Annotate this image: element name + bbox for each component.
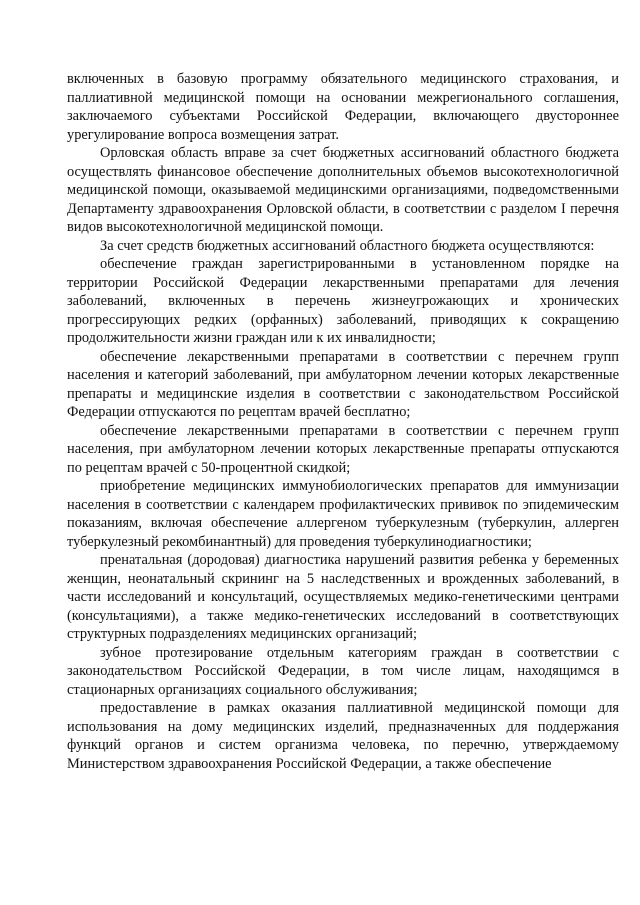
paragraph-discount-prescriptions: обеспечение лекарственными препаратами в соответствии с перечнем групп населения, при амбулаторном лечении которых лекарственные препараты отпускаются по рецептам врачей с 50-процентной скидкой; <box>67 422 619 476</box>
paragraph-dental-prosthetics: зубное протезирование отдельным категориям граждан в соответствии с законодательством Российской Федерации, в том числе лицам, находящимся в стационарных организациях социального обслуживания; <box>67 644 619 698</box>
paragraph-prenatal-diagnostics: пренатальная (дородовая) диагностика нарушений развития ребенка у беременных женщин, неонатальный скрининг на 5 наследственных и врожденных заболеваний, в части исследований и консультаций, осуществляемых медико-генетическими центрами (консультациями), а также медико-генетических исследований в соответствующих структурных подразделениях медицинских организаций; <box>67 552 619 642</box>
document-body <box>67 70 619 773</box>
paragraph-continuation: включенных в базовую программу обязательного медицинского страхования, и паллиативной медицинской помощи на основании межрегионального соглашения, заключаемого субъектами Российской Федерации, включающего двустороннее урегулирование вопроса возмещения затрат. <box>67 71 619 143</box>
paragraph-budget-funding-intro: За счет средств бюджетных ассигнований областного бюджета осуществляются: <box>100 237 595 254</box>
paragraph-immunization: приобретение медицинских иммунобиологических препаратов для иммунизации населения в соответствии с календарем профилактических прививок по эпидемическим показаниям, включая обеспечение аллергеном туберкулезным (туберкулин, аллерген туберкулезный рекомбинантный) для проведения туберкулинодиагностики; <box>67 478 619 550</box>
paragraph-high-tech-care: Орловская область вправе за счет бюджетных ассигнований областного бюджета осуществлять финансовое обеспечение дополнительных объемов высокотехнологичной медицинской помощи, оказываемой медицинскими организациями, подведомственными Департаменту здравоохранения Орловской области, в соответствии с разделом I перечня видов высокотехнологичной медицинской помощи. <box>67 145 619 235</box>
paragraph-orphan-diseases: обеспечение граждан зарегистрированными в установленном порядке на территории Российской Федерации лекарственными препаратами для лечения заболеваний, включенных в перечень жизнеугрожающих и хронических прогрессирующих редких (орфанных) заболеваний, приводящих к сокращению продолжительности жизни граждан или к их инвалидности; <box>67 256 619 346</box>
paragraph-palliative-devices: предоставление в рамках оказания паллиативной медицинской помощи для использования на дому медицинских изделий, предназначенных для поддержания функций органов и систем организма человека, по перечню, утверждаемому Министерством здравоохранения Российской Федерации, а также обеспечение <box>67 700 619 772</box>
paragraph-free-prescriptions: обеспечение лекарственными препаратами в соответствии с перечнем групп населения и категорий заболеваний, при амбулаторном лечении которых лекарственные препараты и медицинские изделия в соответствии с законодательством Российской Федерации отпускаются по рецептам врачей бесплатно; <box>67 348 619 420</box>
